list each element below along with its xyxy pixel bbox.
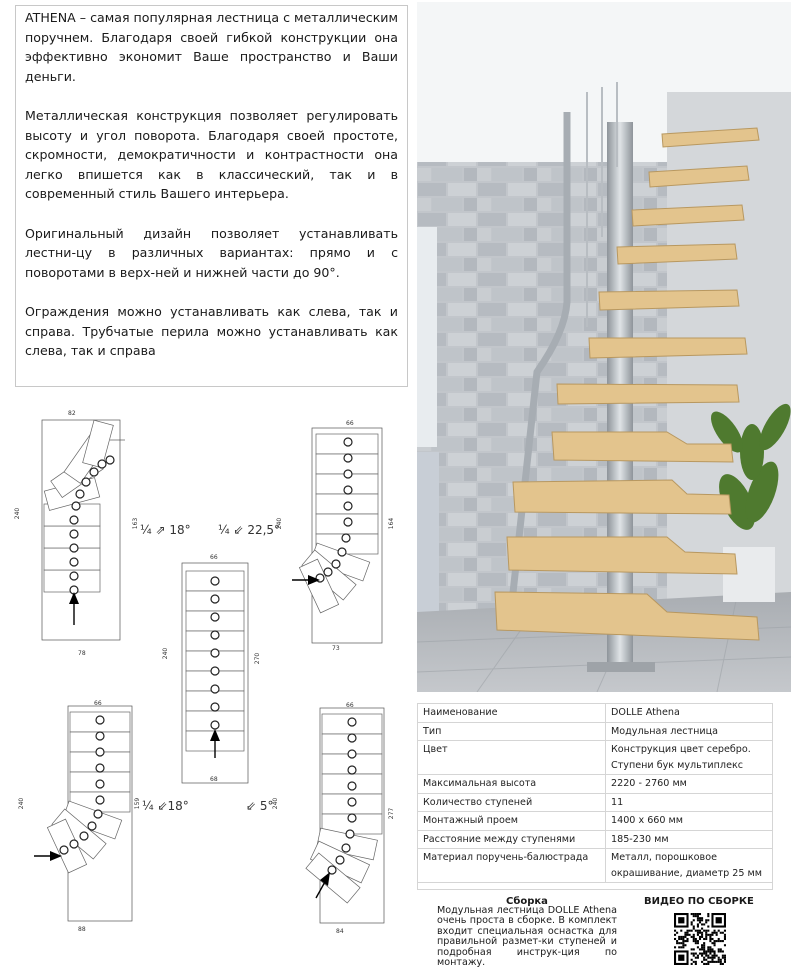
spec-row: [418, 812, 773, 831]
spec-value: Конструкция цвет серебро. Ступени бук мультиплекс: [606, 741, 773, 775]
spec-value: Модульная лестница: [606, 722, 773, 741]
spec-key: Максимальная высота: [418, 775, 606, 794]
drawing-4-height: 240: [18, 797, 26, 810]
spec-row: [418, 704, 773, 723]
drawing-5-turn-label: ⇙ 5°: [246, 799, 274, 813]
spec-key: Тип: [418, 722, 606, 741]
drawing-3-bottom: 68: [210, 776, 218, 783]
drawing-5-height: 240: [272, 797, 280, 810]
spec-row: [418, 741, 773, 775]
drawing-2-turn-label: ¼ ⇙ 22,5°: [218, 523, 281, 537]
spec-value: Металл, порошковое окрашивание, диаметр 25 мм: [606, 849, 773, 883]
spec-value: 11: [606, 793, 773, 812]
spec-value: 185-230 мм: [606, 830, 773, 849]
spec-value: 1400 х 660 мм: [606, 812, 773, 831]
drawing-5-height2: 277: [388, 807, 396, 820]
drawing-2-height: 240: [276, 517, 284, 530]
description-paragraph-1: ATHENA – самая популярная лестница с металлическим поручнем. Благодаря своей гибкой конструкции она эффективно экономит Ваше пространство и Ваши деньги.: [25, 10, 398, 84]
spec-key: Наименование: [418, 704, 606, 723]
drawing-1-bottom: 78: [78, 650, 86, 657]
video-title: ВИДЕО ПО СБОРКЕ: [644, 896, 754, 907]
description-paragraph-3: Оригинальный дизайн позволяет устанавливать лестни-цу в различных вариантах: прямо и с поворотами в верх-ней и нижней части до 90°.: [25, 225, 398, 280]
spec-key: Монтажный проем: [418, 812, 606, 831]
description-paragraph-2: Металлическая конструкция позволяет регулировать высоту и угол поворота. Благодаря своей простоте, скромности, демократичности и контрастности она легко впишется как в классический, так и в современный стиль Вашего интерьера.: [25, 107, 398, 202]
drawing-1-height2: 163: [132, 517, 140, 530]
staircase-illustration: [417, 2, 791, 692]
spec-table: [417, 703, 773, 883]
spec-row: [418, 793, 773, 812]
drawing-five-degree-turn: [282, 700, 397, 940]
drawing-4-height2: 159: [134, 797, 142, 810]
drawing-1-width: 82: [68, 410, 76, 417]
spec-row: [418, 830, 773, 849]
spec-key: Количество ступеней: [418, 793, 606, 812]
drawing-quarter-turn-18-bottom: [28, 698, 138, 938]
drawing-quarter-turn-18-top: [30, 410, 130, 660]
drawing-2-bottom: 73: [332, 645, 340, 652]
spec-row: [418, 849, 773, 883]
staircase-photo: [417, 2, 791, 692]
drawing-quarter-turn-22-5: [282, 420, 392, 660]
drawing-3-width: 66: [210, 554, 218, 561]
drawing-4-bottom: 88: [78, 926, 86, 933]
assembly-title: Сборка: [506, 896, 548, 907]
drawing-1-turn-label: ¼ ⇗ 18°: [140, 523, 191, 537]
description-box: [15, 5, 408, 387]
spec-key: Расстояние между ступенями: [418, 830, 606, 849]
drawing-2-height2: 164: [388, 517, 396, 530]
spec-row: [418, 722, 773, 741]
spec-value: 2220 - 2760 мм: [606, 775, 773, 794]
spec-row: [418, 775, 773, 794]
spec-key: Цвет: [418, 741, 606, 775]
drawing-1-height: 240: [14, 507, 22, 520]
drawing-3-height2: 270: [254, 652, 262, 665]
spec-value: DOLLE Athena: [606, 704, 773, 723]
spec-key: Материал поручень-балюстрада: [418, 849, 606, 883]
description-paragraph-4: Ограждения можно устанавливать как слева, так и справа. Трубчатые перила можно устанавливать как слева, так и справа: [25, 303, 398, 359]
drawing-5-width: 66: [346, 702, 354, 709]
drawing-straight: [170, 553, 260, 788]
drawing-3-height: 240: [162, 647, 170, 660]
qr-code-icon[interactable]: [674, 913, 726, 965]
drawing-2-width: 66: [346, 420, 354, 427]
drawing-4-turn-label: ¼ ⇙18°: [142, 799, 189, 813]
drawing-4-width: 66: [94, 700, 102, 707]
drawing-5-bottom: 84: [336, 928, 344, 935]
assembly-text: Модульная лестница DOLLE Athena очень проста в сборке. В комплект входит специальная оснастка для правильной размет-ки ступеней и подробная инструк-ция по монтажу.: [437, 905, 617, 969]
